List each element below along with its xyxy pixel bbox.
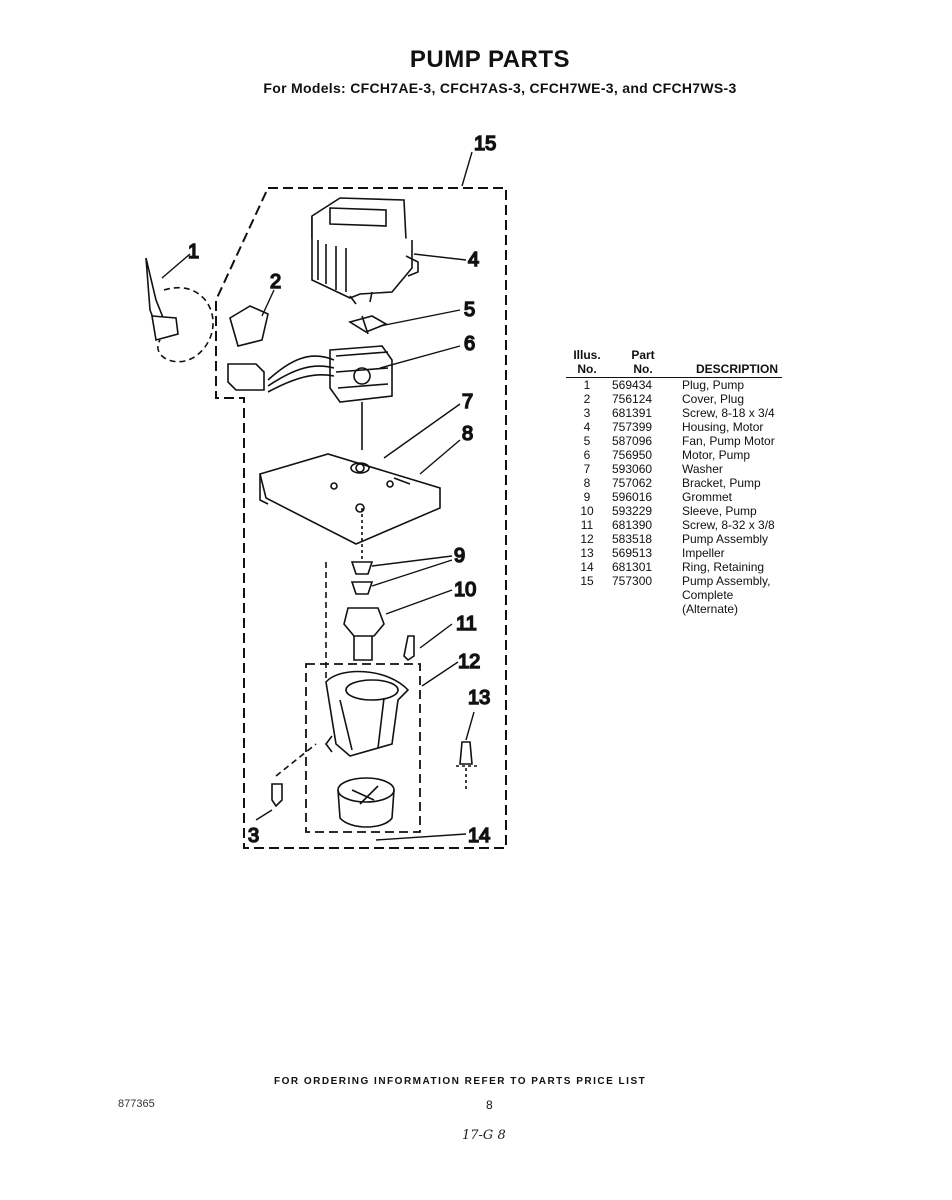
illus-cell: 14: [580, 560, 594, 574]
page-subtitle: For Models: CFCH7AE-3, CFCH7AS-3, CFCH7WE-3, and CFCH7WS-3: [263, 80, 737, 96]
part-number-cell: 681391: [612, 406, 653, 420]
table-row: [566, 532, 782, 546]
part-number-cell: 569513: [612, 546, 653, 560]
illus-cell: 6: [583, 448, 591, 462]
description-cell: Bracket, Pump: [682, 476, 761, 490]
part-number-cell: 681301: [612, 560, 653, 574]
table-row: [566, 378, 782, 393]
sleeve-drawing: [344, 608, 384, 660]
impeller-drawing: [456, 742, 478, 792]
plug-drawing: [146, 258, 213, 362]
document-code: 877365: [118, 1098, 155, 1110]
description-cell: Fan, Pump Motor: [682, 434, 775, 448]
motor-housing-drawing: [312, 198, 418, 304]
callout-2: 2: [270, 271, 282, 293]
illus-cell: 8: [583, 476, 591, 490]
handwritten-note: 17-G 8: [462, 1128, 506, 1143]
header-description: DESCRIPTION: [678, 362, 782, 378]
header-part-2: No.: [608, 362, 678, 378]
table-row: [566, 560, 782, 574]
illus-cell: 7: [583, 462, 591, 476]
table-row: [566, 588, 782, 602]
retaining-ring-drawing: [338, 778, 394, 827]
callout-13: 13: [468, 687, 491, 709]
bracket-drawing: [260, 454, 440, 544]
callout-1: 1: [188, 241, 200, 263]
header-illus-1: Illus.: [573, 348, 601, 362]
illus-cell: 15: [580, 574, 594, 588]
exploded-parts-diagram: [0, 120, 560, 860]
table-row: [566, 546, 782, 560]
part-number-cell: 756124: [612, 392, 653, 406]
description-cell: Pump Assembly: [682, 532, 769, 546]
header-part-1: Part: [631, 348, 655, 362]
callout-8: 8: [462, 423, 474, 445]
motor-drawing: [330, 346, 392, 450]
description-cell: Screw, 8-18 x 3/4: [682, 406, 775, 420]
description-cell: Grommet: [682, 490, 733, 504]
description-cell: Plug, Pump: [682, 378, 745, 392]
table-header-row-2: [566, 362, 782, 378]
illus-cell: 5: [583, 434, 591, 448]
part-number-cell: 587096: [612, 434, 653, 448]
description-cell: Motor, Pump: [682, 448, 751, 462]
page-number: 8: [486, 1098, 493, 1112]
table-row: [566, 406, 782, 420]
part-number-cell: 757300: [612, 574, 653, 588]
description-cell: Sleeve, Pump: [682, 504, 757, 518]
callout-7: 7: [462, 391, 474, 413]
grommet-drawing: [352, 562, 372, 594]
description-cell: Screw, 8-32 x 3/8: [682, 518, 775, 532]
table-row: [566, 392, 782, 406]
table-row: [566, 476, 782, 490]
table-row: [566, 518, 782, 532]
illus-cell: 13: [580, 546, 594, 560]
callout-11: 11: [456, 613, 477, 635]
callout-4: 4: [468, 249, 480, 271]
description-cell: Complete: [682, 588, 734, 602]
callout-15: 15: [474, 133, 497, 155]
fan-drawing: [350, 316, 386, 334]
callout-14: 14: [468, 825, 491, 847]
wire-harness-drawing: [228, 356, 334, 392]
part-number-cell: 596016: [612, 490, 653, 504]
screw-3-drawing: [272, 784, 282, 806]
description-cell: Pump Assembly,: [682, 574, 771, 588]
ordering-note: FOR ORDERING INFORMATION REFER TO PARTS PRICE LIST: [274, 1076, 647, 1087]
part-number-cell: 757062: [612, 476, 653, 490]
page-title: PUMP PARTS: [409, 46, 571, 73]
table-row: [566, 462, 782, 476]
table-row: [566, 434, 782, 448]
illus-cell: 10: [580, 504, 594, 518]
description-cell: Cover, Plug: [682, 392, 745, 406]
illus-cell: 1: [583, 378, 591, 392]
table-row: [566, 420, 782, 434]
part-number-cell: [608, 602, 678, 616]
description-cell: Ring, Retaining: [682, 560, 765, 574]
illus-cell: 4: [583, 420, 591, 434]
screw-11-drawing: [404, 636, 414, 660]
table-row: [566, 574, 782, 588]
table-row: [566, 448, 782, 462]
callout-6: 6: [464, 333, 476, 355]
description-cell: Washer: [682, 462, 723, 476]
illus-cell: [566, 602, 608, 616]
illus-cell: 11: [580, 518, 594, 532]
part-number-cell: 756950: [612, 448, 653, 462]
part-number-cell: 593229: [612, 504, 653, 518]
description-cell: Impeller: [682, 546, 725, 560]
callout-9: 9: [454, 545, 466, 567]
header-illus-2: No.: [566, 362, 608, 378]
part-number-cell: 583518: [612, 532, 653, 546]
description-cell: (Alternate): [682, 602, 739, 616]
table-row: [566, 602, 782, 616]
table-header-row-1: [566, 348, 782, 362]
part-number-cell: 757399: [612, 420, 653, 434]
part-number-cell: 593060: [612, 462, 653, 476]
callout-12: 12: [458, 651, 481, 673]
header-blank: [678, 348, 782, 362]
part-number-cell: [608, 588, 678, 602]
illus-cell: 12: [580, 532, 594, 546]
plug-cover-drawing: [230, 306, 268, 346]
pump-assembly-drawing: [326, 672, 408, 756]
table-row: [566, 504, 782, 518]
description-cell: Housing, Motor: [682, 420, 764, 434]
callout-5: 5: [464, 299, 476, 321]
callout-10: 10: [454, 579, 477, 601]
part-number-cell: 681390: [612, 518, 653, 532]
illus-cell: 2: [583, 392, 591, 406]
illus-cell: 9: [583, 490, 591, 504]
parts-table: [566, 348, 782, 616]
callout-3: 3: [248, 825, 260, 847]
illus-cell: [566, 588, 608, 602]
table-row: [566, 490, 782, 504]
illus-cell: 3: [583, 406, 591, 420]
part-number-cell: 569434: [612, 378, 653, 392]
